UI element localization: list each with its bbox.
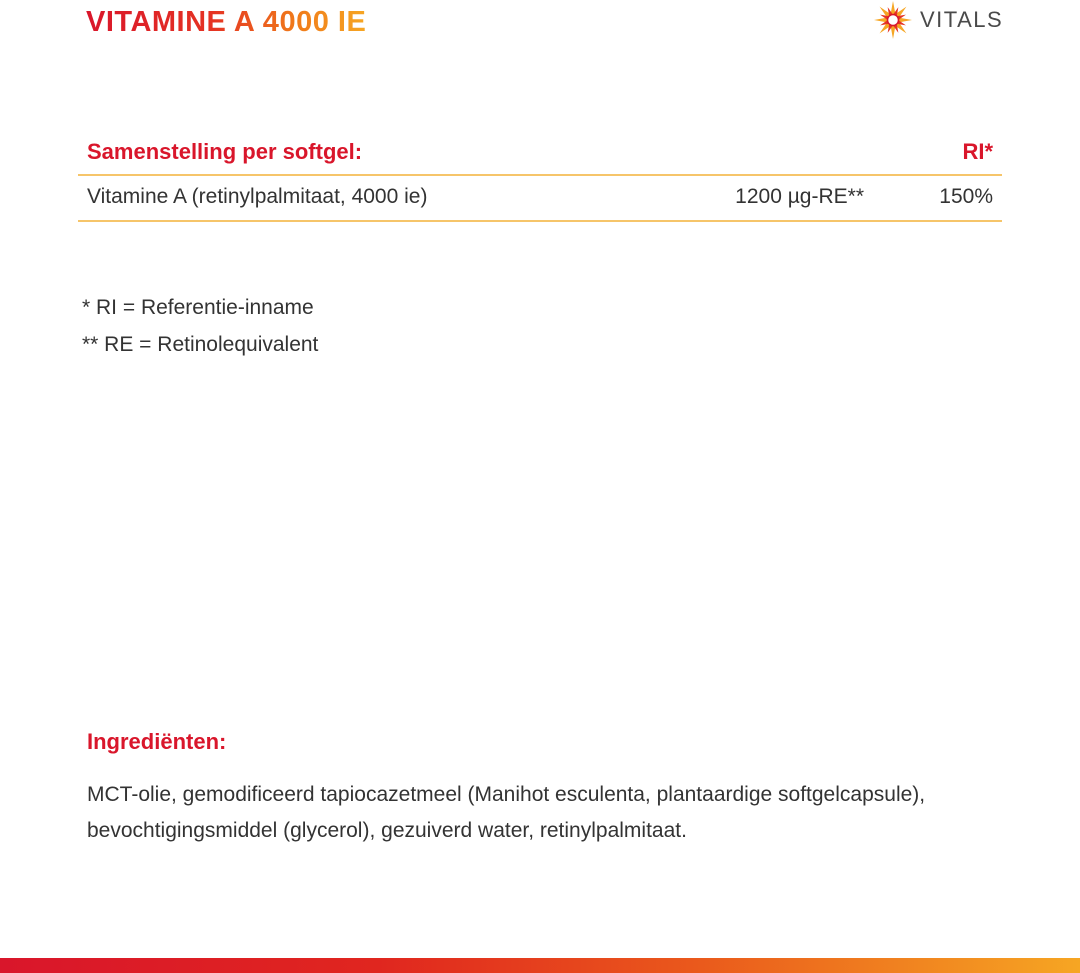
ingredients-line: MCT-olie, gemodificeerd tapiocazetmeel (Manihot esculenta, plantaardige softgelcapsule), <box>87 783 926 806</box>
footnote-re: ** RE = Retinolequivalent <box>82 333 319 356</box>
ri-column-heading: RI* <box>962 139 993 164</box>
ingredients-heading: Ingrediënten: <box>87 729 227 754</box>
brand-name: VITALS <box>920 7 1004 32</box>
table-row <box>78 176 1002 222</box>
composition-heading: Samenstelling per softgel: <box>87 139 363 164</box>
ingredients-text <box>87 777 1017 849</box>
sun-star-logo-icon <box>872 0 914 40</box>
composition-table <box>78 133 1002 222</box>
footnote-ri: * RI = Referentie-inname <box>82 296 314 319</box>
composition-header <box>78 133 1002 176</box>
nutrient-amount: 1200 µg-RE** <box>735 185 864 208</box>
vitals-logo <box>872 0 1003 40</box>
footnotes <box>82 289 318 363</box>
ingredients-line: bevochtigingsmiddel (glycerol), gezuiverd water, retinylpalmitaat. <box>87 819 687 842</box>
page-title: VITAMINE A 4000 IE <box>86 2 366 42</box>
nutrient-name: Vitamine A (retinylpalmitaat, 4000 ie) <box>87 185 428 208</box>
nutrient-ri: 150% <box>939 185 993 208</box>
bottom-gradient-bar <box>0 958 1080 973</box>
